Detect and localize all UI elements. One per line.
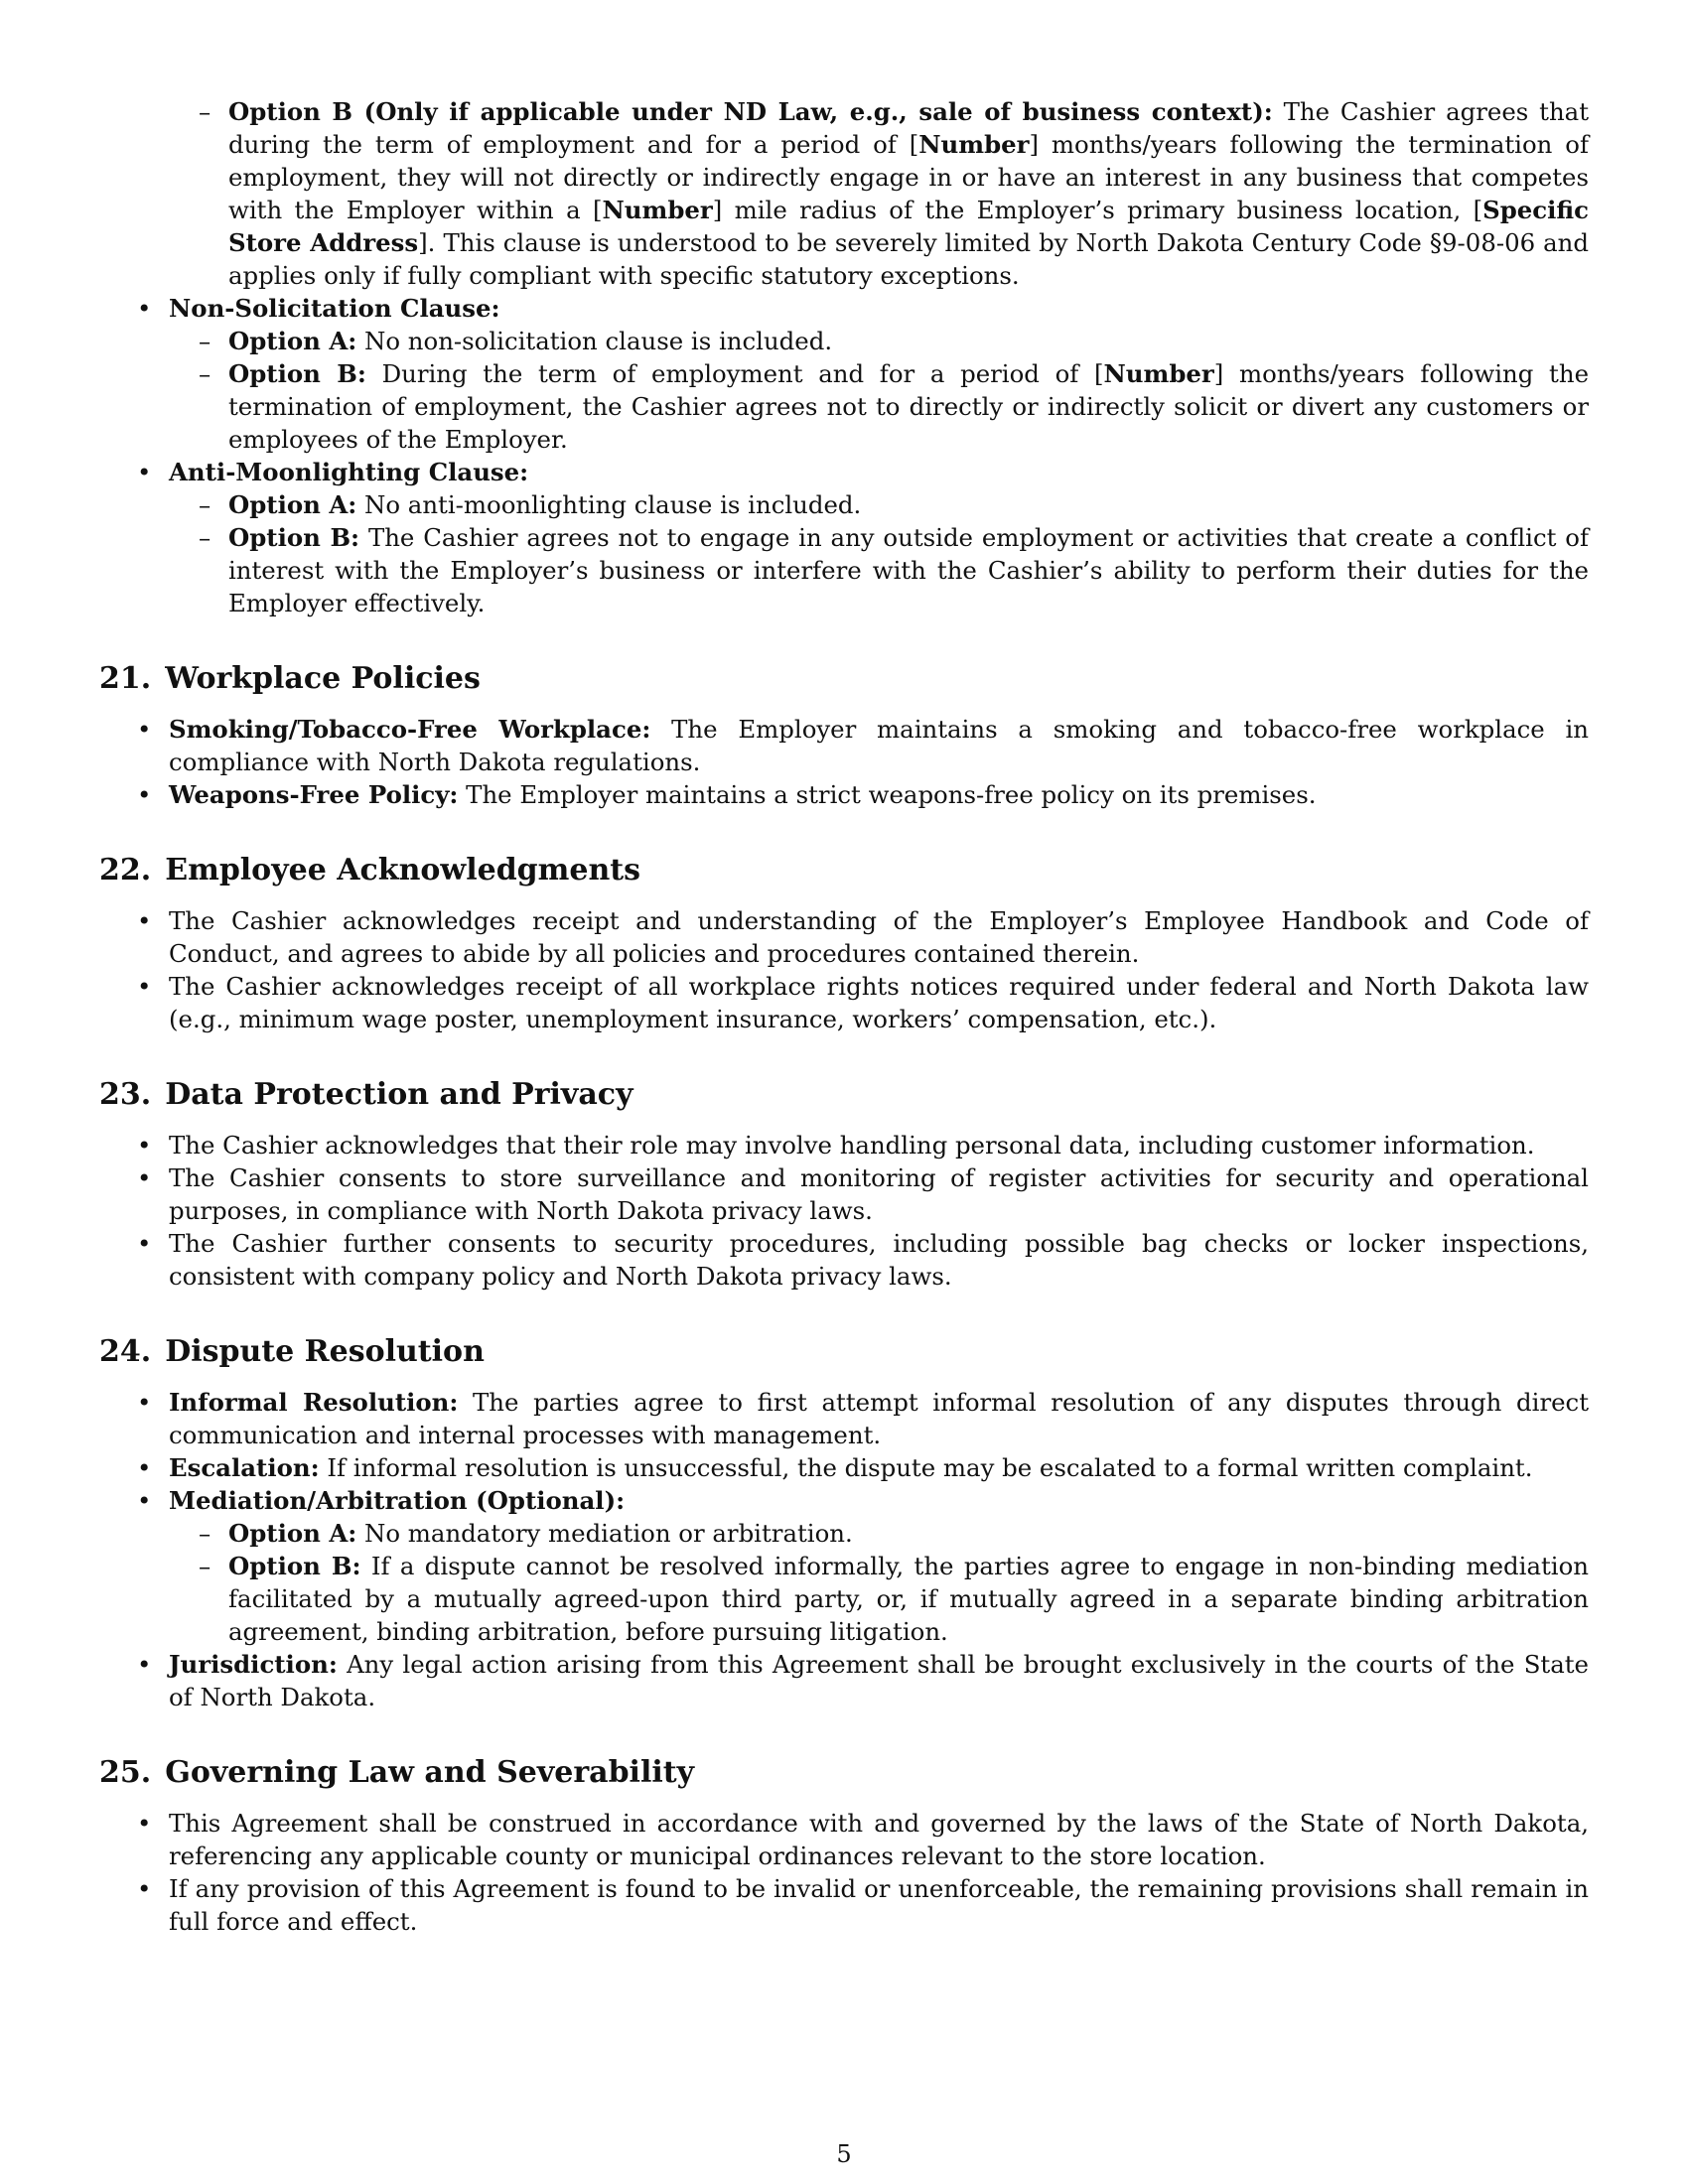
non-solicitation-option-a: – Option A: No non-solicitation clause is included. (169, 325, 1589, 357)
informal-resolution-item: • Informal Resolution: The parties agree to first attempt informal resolution of any disputes through direct communication and internal processes with management. (99, 1386, 1589, 1451)
section-24-list (99, 1386, 1589, 1713)
non-solicitation-options (169, 325, 1589, 456)
non-compete-option-b: – Option B (Only if applicable under ND Law, e.g., sale of business context): The Cashier agrees that during the term of employment and for a period of [Number] months/years following the termination of employment, they will not directly or indirectly engage in or have an interest in any business that competes with the Employer within a [Number] mile radius of the Employer’s primary business location, [Specific Store Address]. This clause is understood to be severely limited by North Dakota Century Code §9-08-06 and applies only if fully compliant with specific statutory exceptions. (169, 95, 1589, 292)
list-item: • The Cashier consents to store surveillance and monitoring of register activities for security and operational purposes, in compliance with North Dakota privacy laws. (99, 1161, 1589, 1227)
section-23-list (99, 1129, 1589, 1293)
section-heading: 24. Dispute Resolution (99, 1334, 485, 1369)
page-number: 5 (836, 2140, 852, 2168)
section-22-list (99, 904, 1589, 1035)
anti-moonlighting-option-b: – Option B: The Cashier agrees not to engage in any outside employment or activities that create a conflict of interest with the Employer’s business or interfere with the Cashier’s ability to perform their duties for the Employer effectively. (169, 521, 1589, 619)
section-heading: 21. Workplace Policies (99, 661, 481, 696)
section-heading: 23. Data Protection and Privacy (99, 1077, 633, 1112)
list-item: • The Cashier acknowledges receipt and understanding of the Employer’s Employee Handbook and Code of Conduct, and agrees to abide by all policies and procedures contained therein. (99, 904, 1589, 970)
document-page (99, 95, 1589, 1938)
mediation-options (169, 1517, 1589, 1648)
section-21-list (99, 713, 1589, 811)
mediation-option-a: – Option A: No mandatory mediation or arbitration. (169, 1517, 1589, 1550)
anti-moonlighting-options (169, 488, 1589, 619)
list-item: • The Cashier acknowledges that their role may involve handling personal data, including customer information. (99, 1129, 1589, 1161)
jurisdiction-item: • Jurisdiction: Any legal action arising from this Agreement shall be brought exclusively in the courts of the State of North Dakota. (99, 1648, 1589, 1713)
section-heading: 22. Employee Acknowledgments (99, 853, 641, 887)
section-25-list (99, 1807, 1589, 1938)
list-item: • Weapons-Free Policy: The Employer maintains a strict weapons-free policy on its premises. (99, 778, 1589, 811)
non-solicitation-clause: • Non-Solicitation Clause: – Option A: No non-solicitation clause is included. – Option B: During the term of employment and for a period of [Number] months/years following the termination of employment, the Cashier agrees not to directly or indirectly solicit or divert any customers or employees of the Employer. (99, 292, 1589, 456)
list-item: • The Cashier acknowledges receipt of all workplace rights notices required under federal and North Dakota law (e.g., minimum wage poster, unemployment insurance, workers’ compensation, etc.). (99, 970, 1589, 1035)
anti-moonlighting-option-a: – Option A: No anti-moonlighting clause is included. (169, 488, 1589, 521)
list-item: • The Cashier further consents to security procedures, including possible bag checks or locker inspections, consistent with company policy and North Dakota privacy laws. (99, 1227, 1589, 1293)
section-20-clauses (99, 292, 1589, 619)
non-compete-options (169, 95, 1589, 292)
anti-moonlighting-clause: • Anti-Moonlighting Clause: – Option A: No anti-moonlighting clause is included. – Option B: The Cashier agrees not to engage in any outside employment or activities that create a conflict of interest with the Employer’s business or interfere with the Cashier’s ability to perform their duties for the Employer effectively. (99, 456, 1589, 619)
non-solicitation-option-b: – Option B: During the term of employment and for a period of [Number] months/years following the termination of employment, the Cashier agrees not to directly or indirectly solicit or divert any customers or employees of the Employer. (169, 357, 1589, 456)
mediation-arbitration-item: • Mediation/Arbitration (Optional): – Option A: No mandatory mediation or arbitration. – Option B: If a dispute cannot be resolved informally, the parties agree to engage in non-binding mediation facilitated by a mutually agreed-upon third party, or, if mutually agreed in a separate binding arbitration agreement, binding arbitration, before pursuing litigation. (99, 1484, 1589, 1648)
mediation-option-b: – Option B: If a dispute cannot be resolved informally, the parties agree to engage in non-binding mediation facilitated by a mutually agreed-upon third party, or, if mutually agreed in a separate binding arbitration agreement, binding arbitration, before pursuing litigation. (169, 1550, 1589, 1648)
list-item: • Smoking/Tobacco-Free Workplace: The Employer maintains a smoking and tobacco-free workplace in compliance with North Dakota regulations. (99, 713, 1589, 778)
escalation-item: • Escalation: If informal resolution is unsuccessful, the dispute may be escalated to a formal written complaint. (99, 1451, 1589, 1484)
section-heading: 25. Governing Law and Severability (99, 1755, 695, 1790)
list-item: • If any provision of this Agreement is found to be invalid or unenforceable, the remaining provisions shall remain in full force and effect. (99, 1872, 1589, 1938)
list-item: • This Agreement shall be construed in accordance with and governed by the laws of the State of North Dakota, referencing any applicable county or municipal ordinances relevant to the store location. (99, 1807, 1589, 1872)
